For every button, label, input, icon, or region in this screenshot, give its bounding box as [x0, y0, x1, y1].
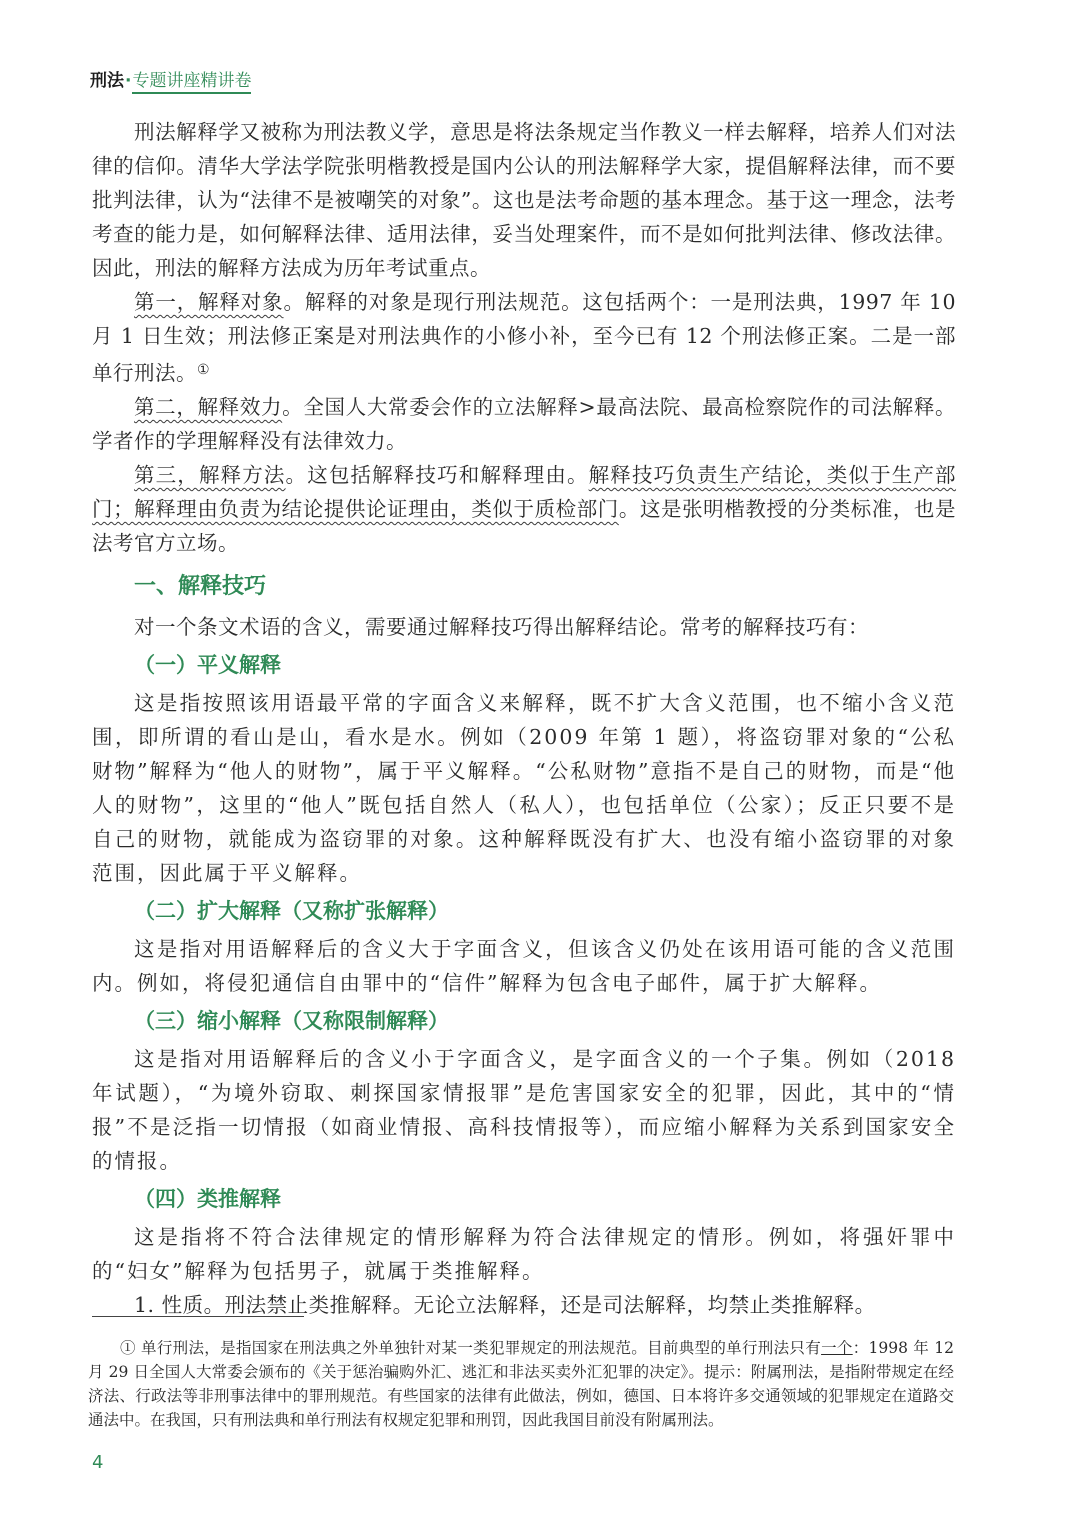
point-3-mid: 。这包括解释技巧和解释理由。 [285, 463, 589, 487]
footnote-divider [92, 1316, 304, 1317]
list-item-1: 1. 性质。刑法禁止类推解释。无论立法解释，还是司法解释，均禁止类推解释。 [134, 1293, 876, 1317]
intro-paragraph-1: 刑法解释学又被称为刑法教义学，意思是将法条规定当作教义一样去解释，培养人们对法律的信仰。清华大学法学院张明楷教授是国内公认的刑法解释学大家，提倡解释法律，而不要批判法律，认为“法律不是被嘲笑的对象”。这也是法考命题的基本理念。基于这一理念，法考考查的能力是，如何解释法律、适用法律，妥当处理案件，而不是如何批判法律、修改法律。因此，刑法的解释方法成为历年考试重点。 [92, 120, 956, 280]
subsection-heading-4: （四）类推解释 [134, 1187, 281, 1211]
book-title: 刑法 [90, 71, 124, 91]
header-separator: · [125, 71, 132, 91]
intro-paragraph-2 [92, 285, 956, 390]
point-2-body: 。全国人大常委会作的立法解释>最高法院、最高检察院作的司法解释。学者作的学理解释没有法律效力。 [92, 395, 956, 453]
point-2-lead: 第二，解释效力 [134, 395, 283, 419]
point-3-emphasis: 解释技巧负责生产结论，类似于生产部门；解释理由负责为结论提供论证理由，类似于质检部门 [92, 463, 957, 521]
main-content [92, 115, 956, 1322]
intro-paragraph-3 [92, 390, 956, 458]
subsection-heading-3: （三）缩小解释（又称限制解释） [134, 1009, 449, 1033]
subsection-heading-1: （一）平义解释 [134, 653, 281, 677]
section-intro: 对一个条文术语的含义，需要通过解释技巧得出解释结论。常考的解释技巧有： [134, 615, 869, 639]
footnote-underlined: 一个 [821, 1339, 853, 1357]
footnote-head: ① 单行刑法，是指国家在刑法典之外单独针对某一类犯罪规定的刑法规范。目前典型的单行刑法只有 [120, 1339, 822, 1357]
point-3-lead: 第三，解释方法 [134, 463, 286, 487]
page-number: 4 [92, 1452, 104, 1473]
point-3-tail: 。这是张明楷教授的分类标准，也是法考官方立场。 [92, 497, 956, 555]
subsection-paragraph-4: 这是指将不符合法律规定的情形解释为符合法律规定的情形。例如，将强奸罪中的“妇女”解释为包括男子，就属于类推解释。 [92, 1225, 956, 1283]
subsection-heading-2: （二）扩大解释（又称扩张解释） [134, 899, 449, 923]
intro-paragraph-4 [92, 458, 956, 560]
footnote-ref: ① [197, 362, 211, 378]
point-1-lead: 第一，解释对象 [134, 290, 284, 314]
footnote-tail: ：1998 年 12 月 29 日全国人大常委会颁布的《关于惩治骗购外汇、逃汇和非法买卖外汇犯罪的决定》。提示：附属刑法，是指附带规定在经济法、行政法等非刑事法律中的罪刑规范。有些国家的法律有此做法，例如，德国、日本将许多交通领域的犯罪规定在道路交通法中。在我国，只有刑法典和单行刑法有权规定犯罪和刑罚，因此我国目前没有附属刑法。 [88, 1339, 954, 1429]
running-head [90, 66, 251, 91]
volume-title: 专题讲座精讲卷 [132, 71, 251, 94]
subsection-paragraph-2: 这是指对用语解释后的含义大于字面含义，但该含义仍处在该用语可能的含义范围内。例如，将侵犯通信自由罪中的“信件”解释为包含电子邮件，属于扩大解释。 [92, 937, 956, 995]
subsection-paragraph-1: 这是指按照该用语最平常的字面含义来解释，既不扩大含义范围，也不缩小含义范围，即所谓的看山是山，看水是水。例如（2009 年第 1 题），将盗窃罪对象的“公私财物”解释为“他人的财物”，属于平义解释。“公私财物”意指不是自己的财物，而是“他人的财物”，这里的“他人”既包括自然人（私人），也包括单位（公家）；反正只要不是自己的财物，就能成为盗窃罪的对象。这种解释既没有扩大、也没有缩小盗窃罪的对象范围，因此属于平义解释。 [92, 691, 956, 885]
point-1-body: 。解释的对象是现行刑法规范。这包括两个：一是刑法典，1997 年 10 月 1 日生效；刑法修正案是对刑法典作的小修小补，至今已有 12 个刑法修正案。二是一部单行刑法。 [92, 290, 957, 385]
subsection-paragraph-3: 这是指对用语解释后的含义小于字面含义，是字面含义的一个子集。例如（2018 年试题），“为境外窃取、刺探国家情报罪”是危害国家安全的犯罪，因此，其中的“情报”不是泛指一切情报（如商业情报、高科技情报等），而应缩小解释为关系到国家安全的情报。 [92, 1047, 956, 1173]
section-heading: 一、解释技巧 [134, 574, 267, 599]
footnote [88, 1336, 954, 1432]
